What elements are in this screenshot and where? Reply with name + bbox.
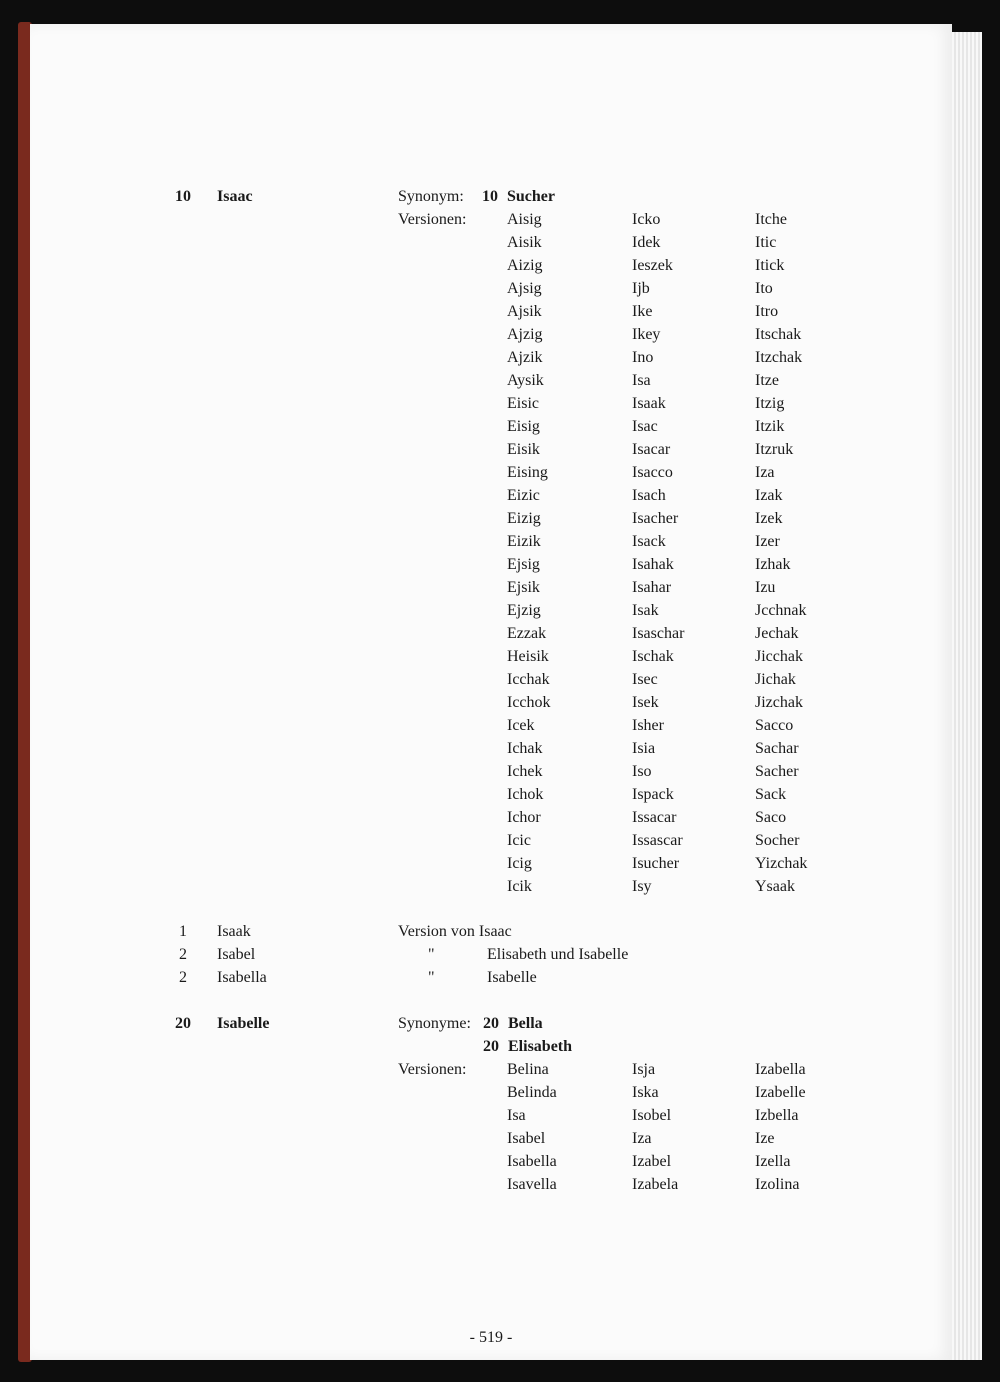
versions-label: Versionen: <box>398 211 467 228</box>
version-row <box>30 622 952 645</box>
version-name: Aisig <box>507 211 542 228</box>
version-row <box>30 254 952 277</box>
version-name: Ize <box>755 1130 775 1147</box>
version-name: Ejsik <box>507 579 540 596</box>
entry-name: Isabelle <box>217 1015 270 1032</box>
version-row <box>30 1058 952 1081</box>
entry-isabella <box>30 966 952 989</box>
entry-isaak <box>30 920 952 943</box>
ditto-mark: " <box>428 969 435 986</box>
version-name: Iza <box>755 464 775 481</box>
version-row <box>30 507 952 530</box>
version-name: Izella <box>755 1153 791 1170</box>
version-name: Sack <box>755 786 787 803</box>
version-row <box>30 484 952 507</box>
version-name: Ajzig <box>507 326 543 343</box>
version-row <box>30 714 952 737</box>
version-row <box>30 208 952 231</box>
version-name: Isack <box>632 533 666 550</box>
entry-description: Elisabeth und Isabelle <box>487 946 629 963</box>
version-name: Itick <box>755 257 785 274</box>
entry-name: Isaak <box>217 923 251 940</box>
version-row <box>30 530 952 553</box>
version-name: Jechak <box>755 625 799 642</box>
version-row <box>30 1150 952 1173</box>
version-row <box>30 277 952 300</box>
version-name: Itze <box>755 372 779 389</box>
version-row <box>30 760 952 783</box>
version-name: Aisik <box>507 234 542 251</box>
synonym-label: Synonym: <box>398 188 464 205</box>
version-name: Eisig <box>507 418 540 435</box>
version-name: Isec <box>632 671 658 688</box>
version-name: Socher <box>755 832 800 849</box>
version-name: Jizchak <box>755 694 803 711</box>
version-row <box>30 599 952 622</box>
version-name: Izabella <box>755 1061 806 1078</box>
version-row <box>30 852 952 875</box>
version-name: Icchak <box>507 671 550 688</box>
version-name: Eisic <box>507 395 539 412</box>
entry-isaac-header <box>30 185 952 208</box>
version-name: Issacar <box>632 809 677 826</box>
version-name: Heisik <box>507 648 549 665</box>
entry-number: 20 <box>175 1015 191 1032</box>
version-name: Eising <box>507 464 548 481</box>
version-row <box>30 346 952 369</box>
version-name: Isaschar <box>632 625 685 642</box>
version-name: Isacar <box>632 441 671 458</box>
version-name: Ajsik <box>507 303 542 320</box>
version-name: Isucher <box>632 855 680 872</box>
version-name: Icig <box>507 855 532 872</box>
version-name: Icik <box>507 878 532 895</box>
version-name: Ijb <box>632 280 650 297</box>
version-name: Icchok <box>507 694 551 711</box>
synonym-number: 10 <box>482 188 498 205</box>
version-name: Isa <box>507 1107 526 1124</box>
version-row <box>30 300 952 323</box>
version-name: Idek <box>632 234 661 251</box>
version-row <box>30 438 952 461</box>
version-name: Isach <box>632 487 666 504</box>
version-row <box>30 829 952 852</box>
version-name: Icek <box>507 717 535 734</box>
version-name: Ikey <box>632 326 661 343</box>
version-name: Izu <box>755 579 776 596</box>
version-row <box>30 461 952 484</box>
version-name: Eizic <box>507 487 540 504</box>
version-name: Isabella <box>507 1153 557 1170</box>
version-name: Jcchnak <box>755 602 807 619</box>
version-name: Ichak <box>507 740 543 757</box>
entry-description: Isabelle <box>487 969 537 986</box>
version-name: Isja <box>632 1061 656 1078</box>
version-row <box>30 645 952 668</box>
version-name: Isahar <box>632 579 672 596</box>
version-name: Isac <box>632 418 658 435</box>
version-row <box>30 806 952 829</box>
version-name: Itche <box>755 211 787 228</box>
entry-number: 2 <box>179 969 187 986</box>
version-row <box>30 415 952 438</box>
version-name: Belinda <box>507 1084 557 1101</box>
version-name: Isak <box>632 602 659 619</box>
version-name: Sacher <box>755 763 799 780</box>
version-name: Eizik <box>507 533 541 550</box>
version-name: Izbella <box>755 1107 799 1124</box>
version-name: Isavella <box>507 1176 557 1193</box>
version-name: Izabelle <box>755 1084 806 1101</box>
version-name: Iska <box>632 1084 659 1101</box>
version-name: Ieszek <box>632 257 673 274</box>
entry-number: 2 <box>179 946 187 963</box>
version-row <box>30 1173 952 1196</box>
version-name: Jichak <box>755 671 796 688</box>
version-name: Ispack <box>632 786 674 803</box>
version-row <box>30 1104 952 1127</box>
version-name: Itic <box>755 234 777 251</box>
version-row <box>30 231 952 254</box>
version-name: Itzruk <box>755 441 794 458</box>
version-row <box>30 783 952 806</box>
version-row <box>30 323 952 346</box>
version-name: Icko <box>632 211 661 228</box>
version-name: Izabela <box>632 1176 679 1193</box>
synonym-name: Bella <box>508 1015 543 1032</box>
version-name: Aysik <box>507 372 544 389</box>
version-name: Ichek <box>507 763 543 780</box>
versions-label: Versionen: <box>398 1061 467 1078</box>
version-name: Izhak <box>755 556 791 573</box>
version-name: Ito <box>755 280 773 297</box>
version-name: Saco <box>755 809 787 826</box>
version-name: Isek <box>632 694 659 711</box>
version-name: Itzik <box>755 418 785 435</box>
version-name: Izabel <box>632 1153 672 1170</box>
version-name: Isabel <box>507 1130 546 1147</box>
version-name: Ichor <box>507 809 541 826</box>
version-name: Ischak <box>632 648 674 665</box>
version-name: Ichok <box>507 786 544 803</box>
version-name: Izek <box>755 510 783 527</box>
version-row <box>30 1081 952 1104</box>
version-name: Ezzak <box>507 625 547 642</box>
entry-isabel <box>30 943 952 966</box>
version-name: Isobel <box>632 1107 672 1124</box>
entry-isabelle-header <box>30 1012 952 1035</box>
version-name: Ajzik <box>507 349 543 366</box>
version-row <box>30 691 952 714</box>
entry-name: Isabella <box>217 969 267 986</box>
version-name: Ike <box>632 303 653 320</box>
version-name: Belina <box>507 1061 549 1078</box>
version-name: Isy <box>632 878 652 895</box>
version-name: Eizig <box>507 510 541 527</box>
version-name: Isaak <box>632 395 666 412</box>
version-name: Iza <box>632 1130 652 1147</box>
version-name: Izer <box>755 533 780 550</box>
synonym-row <box>30 1035 952 1058</box>
version-name: Iso <box>632 763 652 780</box>
version-name: Ysaak <box>755 878 795 895</box>
version-name: Icic <box>507 832 531 849</box>
entry-name: Isabel <box>217 946 256 963</box>
entry-number: 10 <box>175 188 191 205</box>
version-name: Itro <box>755 303 779 320</box>
version-name: Isher <box>632 717 664 734</box>
version-row <box>30 369 952 392</box>
version-name: Isia <box>632 740 656 757</box>
version-row <box>30 576 952 599</box>
version-name: Isacco <box>632 464 673 481</box>
version-row <box>30 392 952 415</box>
synonyms-label: Synonyme: <box>398 1015 471 1032</box>
version-name: Eisik <box>507 441 540 458</box>
synonym-name: Elisabeth <box>508 1038 573 1055</box>
version-name: Jicchak <box>755 648 803 665</box>
version-row <box>30 875 952 898</box>
version-name: Ino <box>632 349 654 366</box>
ditto-mark: " <box>428 946 435 963</box>
synonym-number: 20 <box>483 1038 499 1055</box>
version-name: Ajsig <box>507 280 542 297</box>
version-name: Issascar <box>632 832 683 849</box>
version-name: Sachar <box>755 740 799 757</box>
synonym-number: 20 <box>483 1015 499 1032</box>
version-name: Isahak <box>632 556 674 573</box>
version-name: Sacco <box>755 717 794 734</box>
version-row <box>30 668 952 691</box>
version-name: Isacher <box>632 510 679 527</box>
book-page <box>30 24 952 1360</box>
entry-name: Isaac <box>217 188 253 205</box>
version-row <box>30 1127 952 1150</box>
version-name: Izolina <box>755 1176 800 1193</box>
version-name: Itschak <box>755 326 802 343</box>
version-name: Isa <box>632 372 651 389</box>
version-name: Ejsig <box>507 556 540 573</box>
version-name: Yizchak <box>755 855 808 872</box>
version-name: Aizig <box>507 257 543 274</box>
version-name: Ejzig <box>507 602 541 619</box>
entry-number: 1 <box>179 923 187 940</box>
entry-description: Version von Isaac <box>398 923 512 940</box>
synonym-name: Sucher <box>507 188 555 205</box>
version-row <box>30 553 952 576</box>
version-row <box>30 737 952 760</box>
version-name: Itzchak <box>755 349 803 366</box>
version-name: Itzig <box>755 395 785 412</box>
page-number: - 519 - <box>469 1329 513 1346</box>
version-name: Izak <box>755 487 783 504</box>
